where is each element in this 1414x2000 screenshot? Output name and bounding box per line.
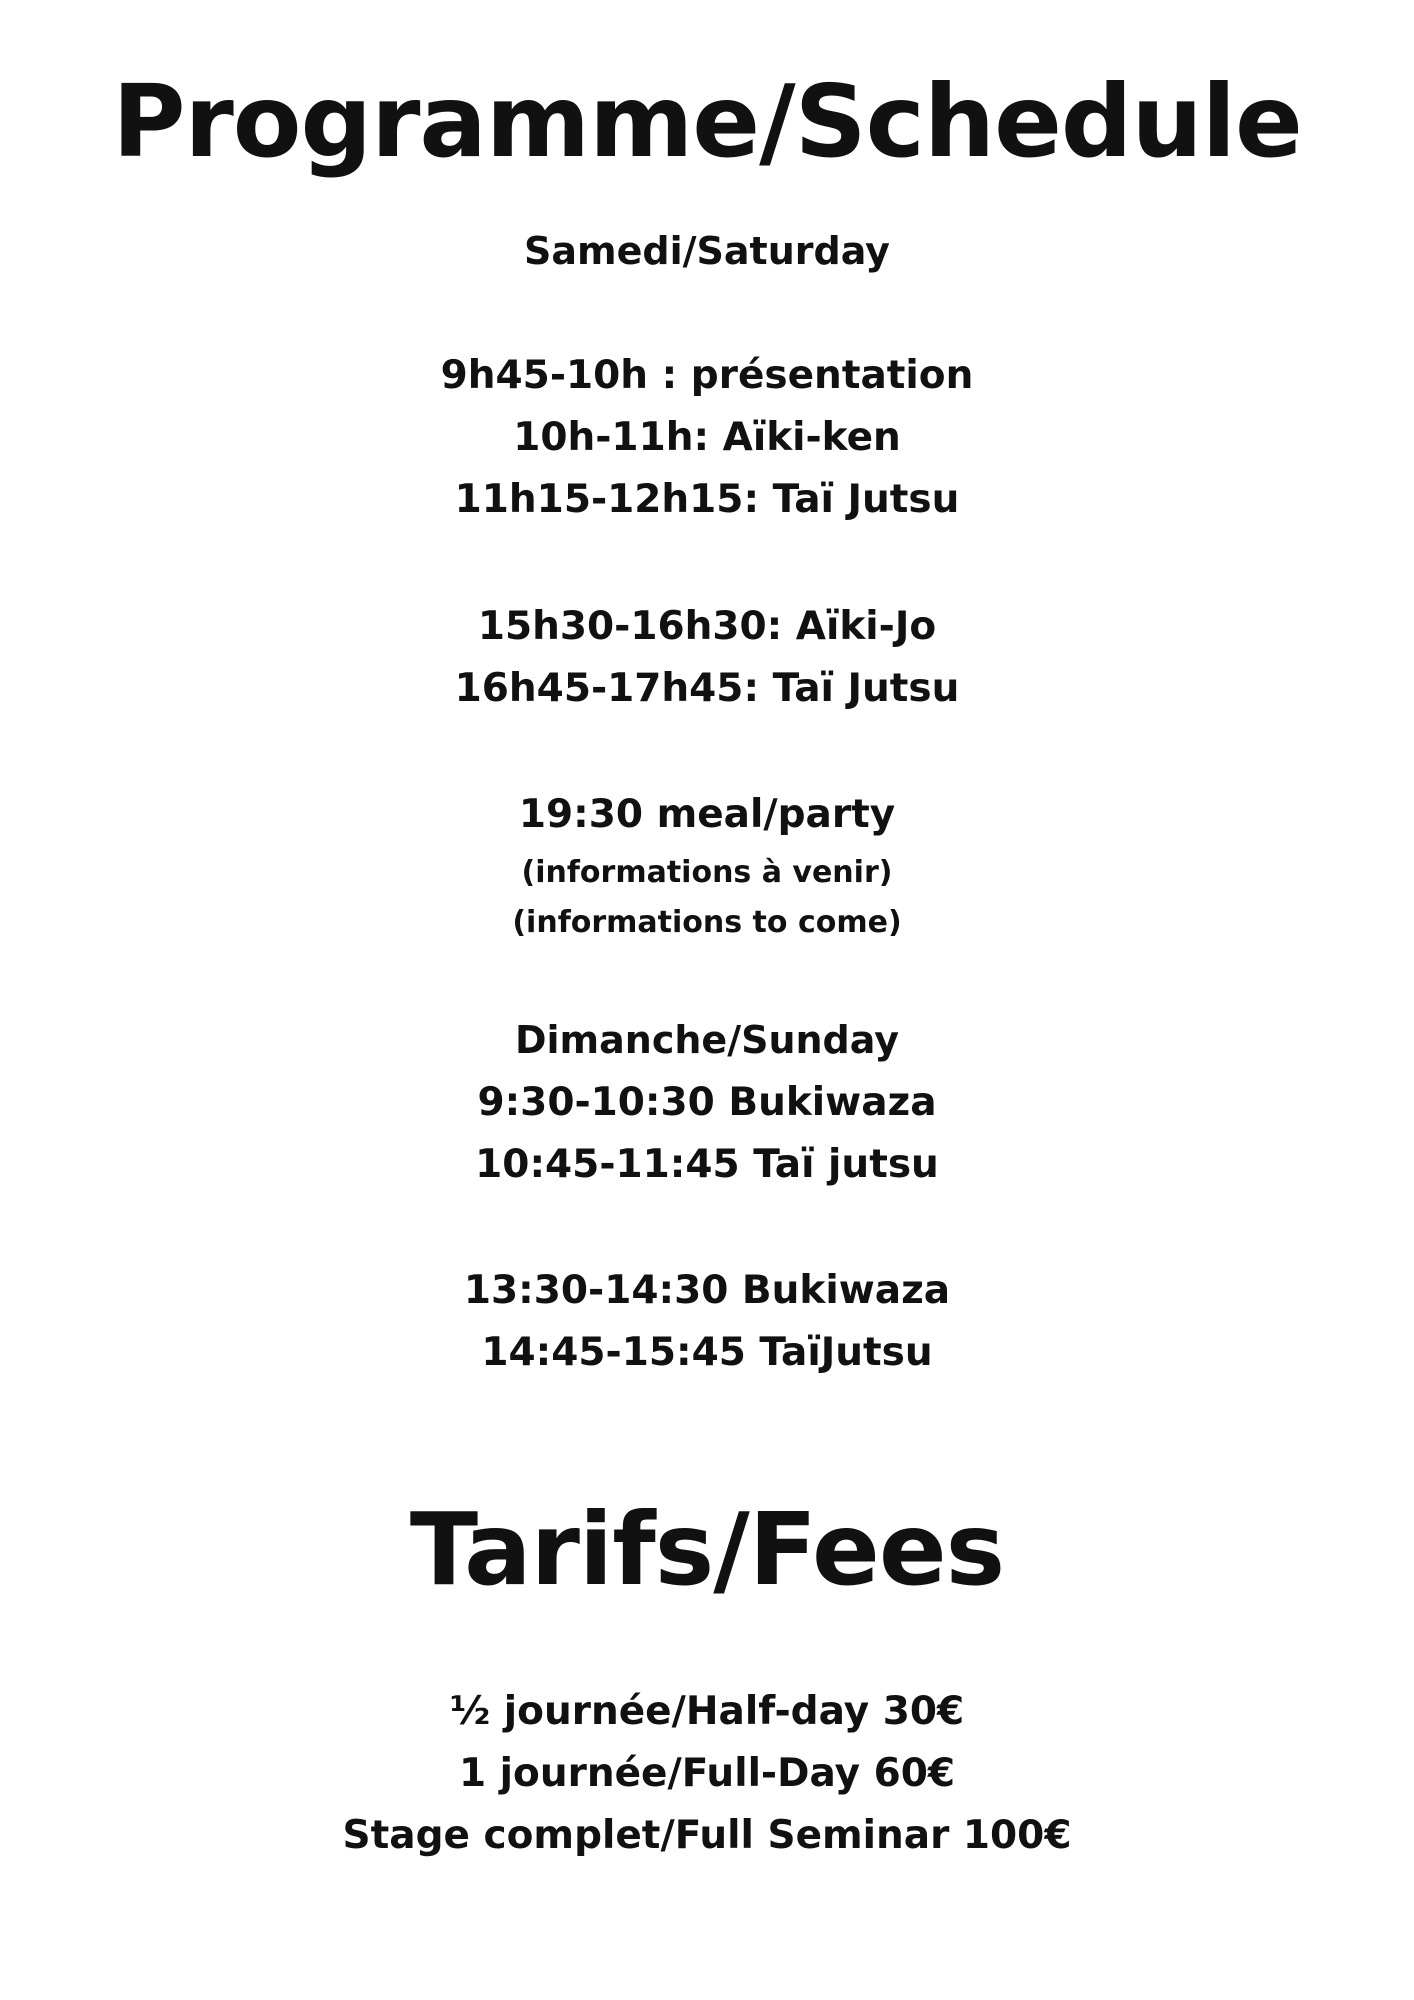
- schedule-title: Programme/Schedule: [112, 63, 1302, 180]
- schedule-item: 16h45-17h45: Taï Jutsu: [454, 666, 960, 711]
- fees-title: Tarifs/Fees: [409, 1491, 1005, 1608]
- schedule-note: (informations à venir): [521, 855, 893, 890]
- saturday-heading: Samedi/Saturday: [524, 229, 890, 273]
- schedule-item: 14:45-15:45 TaïJutsu: [481, 1330, 933, 1375]
- schedule-item: 10h-11h: Aïki-ken: [513, 415, 901, 460]
- fee-item: ½ journée/Half-day 30€: [449, 1689, 965, 1734]
- schedule-item: 15h30-16h30: Aïki-Jo: [477, 604, 937, 649]
- schedule-item: 13:30-14:30 Bukiwaza: [463, 1268, 951, 1313]
- schedule-item: 10:45-11:45 Taï jutsu: [475, 1142, 939, 1187]
- schedule-note: (informations to come): [512, 905, 902, 940]
- sunday-heading: Dimanche/Sunday: [514, 1018, 899, 1062]
- fee-item: Stage complet/Full Seminar 100€: [342, 1813, 1072, 1858]
- schedule-item: 9h45-10h : présentation: [440, 353, 974, 398]
- schedule-item: 19:30 meal/party: [518, 792, 896, 837]
- schedule-item: 9:30-10:30 Bukiwaza: [477, 1080, 937, 1125]
- schedule-item: 11h15-12h15: Taï Jutsu: [454, 477, 960, 522]
- fee-item: 1 journée/Full-Day 60€: [458, 1751, 956, 1796]
